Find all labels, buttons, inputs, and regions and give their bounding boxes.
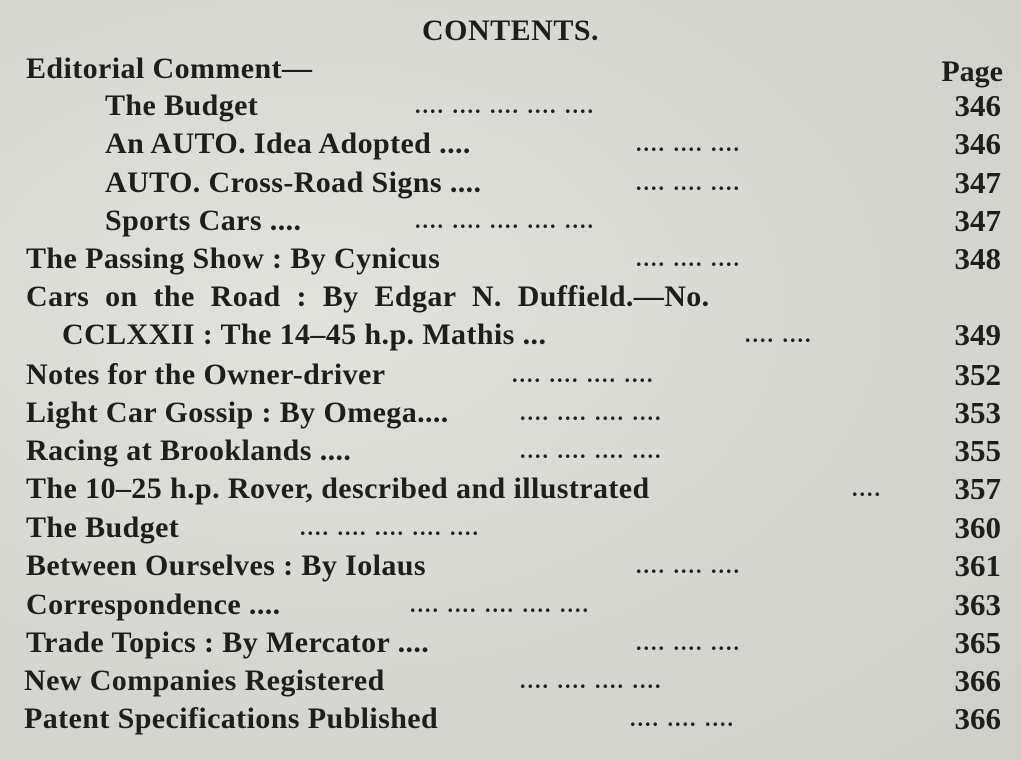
toc-page: 353 (954, 395, 1001, 430)
toc-label: Sports Cars .... (105, 204, 302, 237)
toc-entry (0, 87, 1021, 125)
toc-page: 346 (954, 126, 1001, 161)
toc-entry (0, 202, 1021, 240)
toc-label: CCLXXII : The 14–45 h.p. Mathis ... (62, 318, 547, 351)
toc-leader: .... .... .... .... (520, 438, 663, 463)
toc-entry (0, 278, 1021, 316)
toc-page: 352 (954, 357, 1001, 392)
toc-leader: .... (852, 476, 882, 501)
toc-entry (0, 164, 1021, 202)
toc-label: Between Ourselves : By Iolaus (26, 549, 426, 582)
toc-leader: .... .... .... .... .... (415, 93, 595, 118)
toc-entry (0, 547, 1021, 585)
toc-page: 348 (954, 241, 1001, 276)
toc-entry (0, 470, 1021, 508)
toc-page: 366 (954, 663, 1001, 698)
toc-label: The Passing Show : By Cynicus (26, 242, 441, 275)
toc-entry (0, 356, 1021, 394)
toc-leader: .... .... .... .... .... (300, 515, 480, 540)
toc-leader: .... .... .... .... (520, 668, 663, 693)
toc-entry (0, 586, 1021, 624)
toc-label: The 10–25 h.p. Rover, described and illustrated (26, 472, 650, 505)
toc-page: 360 (954, 510, 1001, 545)
toc-label: AUTO. Cross-Road Signs .... (105, 166, 482, 199)
toc-page: 346 (954, 88, 1001, 123)
toc-page: 365 (954, 625, 1001, 660)
toc-leader: .... .... .... (636, 246, 741, 271)
toc-leader: .... .... .... .... (512, 362, 655, 387)
toc-leader: .... .... .... .... .... (415, 208, 595, 233)
toc-label: Editorial Comment— (26, 52, 313, 85)
toc-leader: .... .... .... .... .... (410, 592, 590, 617)
toc-leader: .... .... .... (636, 170, 741, 195)
toc-page: 349 (954, 317, 1001, 352)
toc-label: Patent Specifications Published (24, 702, 439, 735)
toc-label: The Budget (26, 511, 180, 544)
toc-leader: .... .... .... (636, 131, 741, 156)
toc-leader: .... .... (745, 322, 813, 347)
toc-label: New Companies Registered (24, 664, 385, 697)
toc-label: Racing at Brooklands .... (26, 434, 352, 467)
toc-entry (0, 240, 1021, 278)
toc-entry (0, 624, 1021, 662)
toc-entry (0, 700, 1021, 738)
toc-leader: .... .... .... (636, 553, 741, 578)
toc-label: Correspondence .... (26, 588, 281, 621)
toc-page: 363 (954, 587, 1001, 622)
toc-entry (0, 432, 1021, 470)
toc-page: 355 (954, 433, 1001, 468)
toc-entry (0, 394, 1021, 432)
contents-title: CONTENTS. (421, 14, 600, 47)
toc-leader: .... .... .... (636, 630, 741, 655)
toc-label: Cars on the Road : By Edgar N. Duffield.—No. (26, 280, 710, 313)
toc-entry (0, 316, 1021, 354)
toc-entry (0, 509, 1021, 547)
toc-page: 361 (954, 548, 1001, 583)
toc-label: An AUTO. Idea Adopted .... (105, 127, 471, 160)
toc-label: Light Car Gossip : By Omega.... (26, 396, 449, 429)
toc-page: 347 (954, 203, 1001, 238)
toc-page: 366 (954, 701, 1001, 736)
toc-label: Notes for the Owner-driver (26, 358, 386, 391)
toc-page: 357 (954, 471, 1001, 506)
toc-leader: .... .... .... .... (520, 400, 663, 425)
page-column-header: Page (941, 55, 1003, 88)
toc-entry (0, 50, 1021, 88)
toc-label: The Budget (105, 89, 259, 122)
toc-page: 347 (954, 165, 1001, 200)
toc-leader: .... .... .... (630, 706, 735, 731)
toc-entry (0, 662, 1021, 700)
toc-label: Trade Topics : By Mercator .... (26, 626, 430, 659)
toc-entry (0, 125, 1021, 163)
